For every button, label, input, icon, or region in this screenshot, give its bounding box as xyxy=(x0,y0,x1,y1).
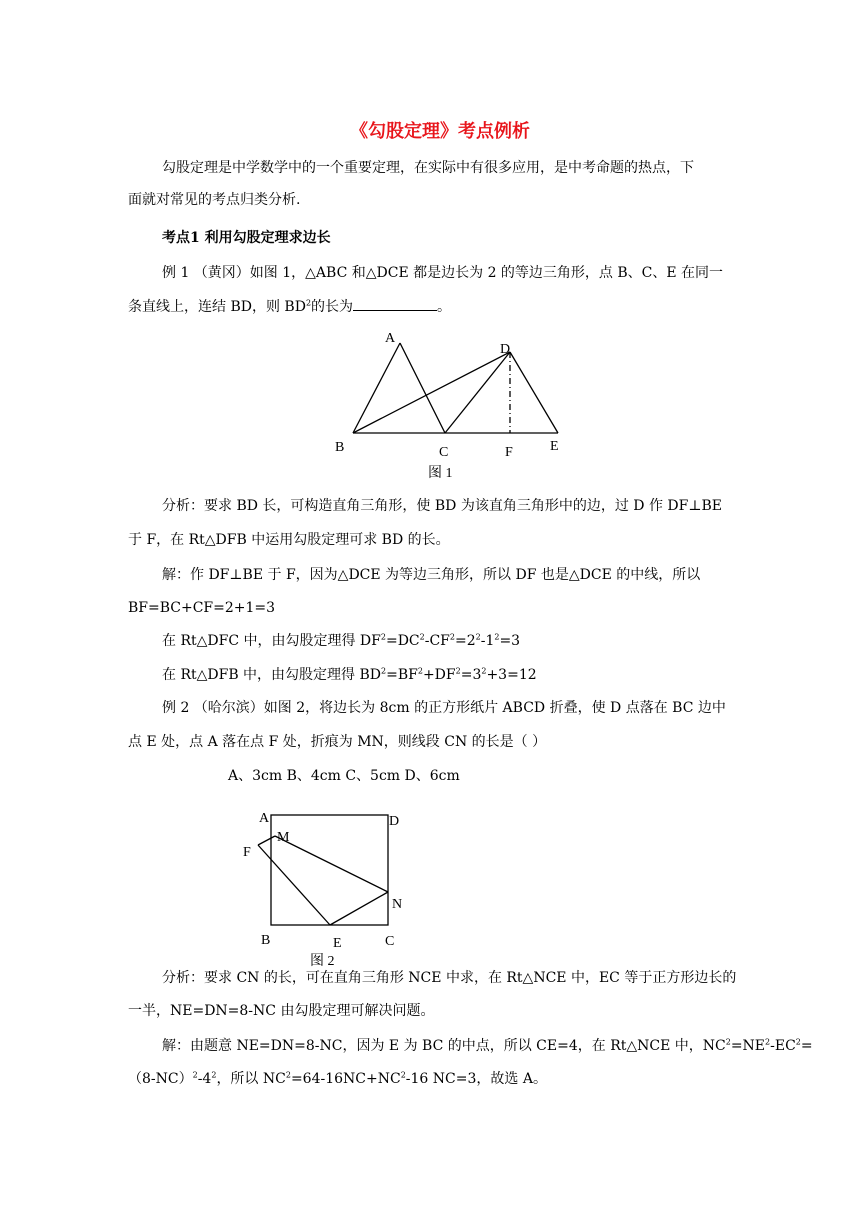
section-heading: 考点1 利用勾股定理求边长 xyxy=(162,230,331,246)
solution2-line-1: 解：由题意 NE=DN=8-NC，因为 E 为 BC 的中点，所以 CE=4，在 Rt△NCE 中，$NC^2=NE^2-EC^2=$ xyxy=(162,1037,813,1054)
label-f: F xyxy=(505,445,513,460)
segment-ne xyxy=(330,892,388,925)
example1-line-2: 条直线上，连结 BD，则 $BD^2$的长为 。 xyxy=(128,296,451,317)
label-c: C xyxy=(439,445,449,460)
example2-line-1: 例 2 （哈尔滨）如图 2，将边长为 8cm 的正方形纸片 ABCD 折叠，使 D 点落在 BC 边中 xyxy=(162,700,726,716)
solution2-line-2: $(8-NC)^2-4^2$，所以 $NC^2=64-16NC+NC^2-16$ NC=3，故选 A。 xyxy=(128,1070,547,1087)
answer-blank xyxy=(353,296,437,311)
solution1-line-1: 解：作 DF⊥BE 于 F，因为△DCE 为等边三角形，所以 DF 也是△DCE 的中线，所以 xyxy=(162,567,701,583)
label-a: A xyxy=(259,811,270,826)
segment-fm xyxy=(258,836,275,845)
segment-ac xyxy=(400,343,445,433)
segment-fe xyxy=(258,845,330,925)
label-d: D xyxy=(389,814,400,829)
label-m: M xyxy=(277,830,290,845)
solution1-line-4: 在 Rt△DFB 中，由勾股定理得 $BD^2=BF^2+DF^2=3^2+3=12$ xyxy=(162,666,537,683)
example2-line-2: 点 E 处，点 A 落在点 F 处，折痕为 MN，则线段 CN 的长是（ ） xyxy=(128,734,547,750)
label-c: C xyxy=(385,934,395,949)
segment-ab xyxy=(353,343,400,433)
figure-2-caption: 图 2 xyxy=(310,954,335,969)
figure-1-caption: 图 1 xyxy=(428,466,453,481)
solution1-line-2: BF=BC+CF=2+1=3 xyxy=(128,600,276,616)
example1-line-1: 例 1 （黄冈）如图 1，△ABC 和△DCE 都是边长为 2 的等边三角形，点 B、C、E 在同一 xyxy=(162,265,724,281)
analysis1-line-2: 于 F，在 Rt△DFB 中运用勾股定理可求 BD 的长。 xyxy=(128,532,450,548)
analysis1-line-1: 分析：要求 BD 长，可构造直角三角形，使 BD 为该直角三角形中的边，过 D 作 DF⊥BE xyxy=(162,498,723,514)
label-b: B xyxy=(335,440,345,455)
solution1-line-3: 在 Rt△DFC 中，由勾股定理得 $DF^2=DC^2-CF^2=2^2-1^2=3$ xyxy=(162,632,521,649)
label-a: A xyxy=(385,331,396,346)
label-n: N xyxy=(392,897,403,912)
analysis2-line-1: 分析：要求 CN 的长，可在直角三角形 NCE 中求，在 Rt△NCE 中，EC 等于正方形边长的 xyxy=(162,970,737,986)
label-b: B xyxy=(261,933,271,948)
segment-de xyxy=(510,352,558,433)
figure-1 xyxy=(320,325,580,485)
label-e: E xyxy=(550,439,559,454)
segment-bd xyxy=(353,352,510,433)
figure-2 xyxy=(236,805,416,970)
page-title: 《勾股定理》考点例析 xyxy=(350,121,530,142)
label-d: D xyxy=(500,342,511,357)
segment-cd xyxy=(445,352,510,433)
analysis2-line-2: 一半，NE=DN=8-NC 由勾股定理可解决问题。 xyxy=(128,1003,435,1019)
label-e: E xyxy=(333,936,342,951)
example2-options: A、3cm B、4cm C、5cm D、6cm xyxy=(228,768,460,784)
label-f: F xyxy=(243,845,251,860)
intro-line-1: 勾股定理是中学数学中的一个重要定理，在实际中有很多应用，是中考命题的热点，下 xyxy=(162,160,694,176)
intro-line-2: 面就对常见的考点归类分析. xyxy=(128,192,301,208)
